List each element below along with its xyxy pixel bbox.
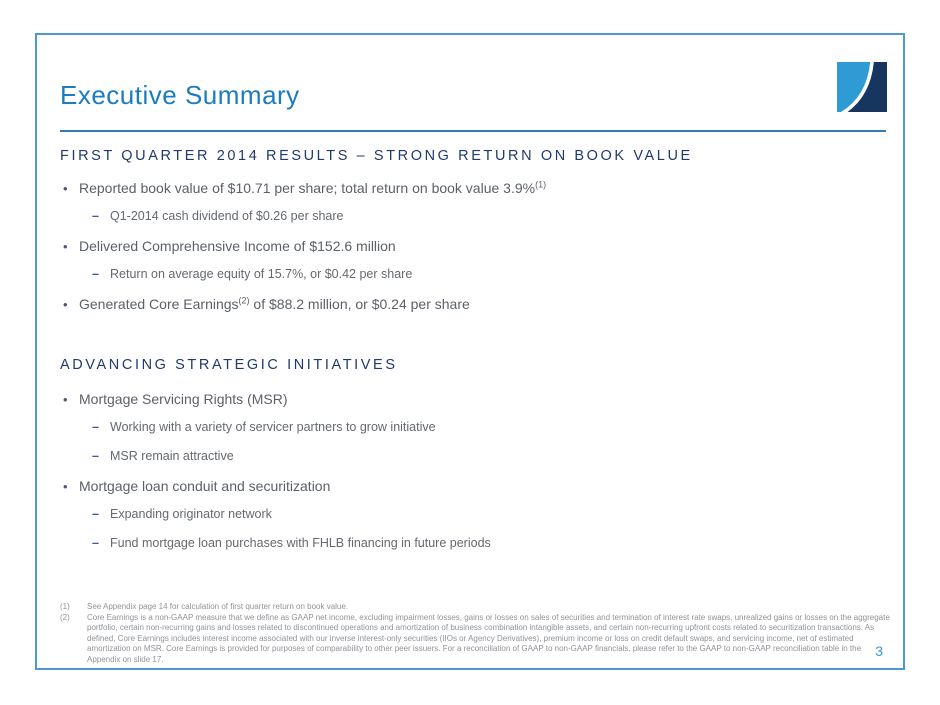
bullet-dot-icon: • <box>63 181 68 196</box>
footnote-marker: (1) <box>60 602 70 611</box>
bullet-item <box>37 179 903 198</box>
title-divider <box>60 130 886 132</box>
footnote-1 <box>60 602 893 613</box>
bullet-dot-icon: • <box>63 479 68 494</box>
bullet-text: Delivered Comprehensive Income of $152.6 million <box>79 238 396 254</box>
dash-icon: – <box>92 449 99 463</box>
footnote-ref-1: (1) <box>535 179 547 190</box>
footnote-marker: (2) <box>60 612 70 622</box>
bullet-text: Generated Core Earnings$^{(2)}$ of $88.2 million, or $0.24 per share <box>79 295 470 312</box>
dash-icon: – <box>92 536 99 550</box>
bullet-item <box>37 477 903 496</box>
sub-bullet-item <box>37 266 903 283</box>
bullet-group-results <box>37 179 903 324</box>
dash-icon: – <box>92 420 99 434</box>
bullet-item <box>37 237 903 256</box>
sub-bullet-text: Return on average equity of 15.7%, or $0.42 per share <box>110 267 413 281</box>
sub-bullet-item <box>37 506 903 523</box>
footnotes <box>60 602 893 666</box>
bullet-dot-icon: • <box>63 239 68 254</box>
slide-title: Executive Summary <box>60 80 300 110</box>
bullet-text: Mortgage loan conduit and securitization <box>79 478 331 494</box>
section-heading-strategic-initiatives: ADVANCING STRATEGIC INITIATIVES <box>60 357 398 373</box>
sub-bullet-text: Fund mortgage loan purchases with FHLB financing in future periods <box>110 536 491 550</box>
section-heading-first-quarter-results: FIRST QUARTER 2014 RESULTS – STRONG RETURN ON BOOK VALUE <box>60 148 693 164</box>
sub-bullet-text: Working with a variety of servicer partners to grow initiative <box>110 420 436 434</box>
footnote-ref-2: (2) <box>238 295 250 306</box>
dash-icon: – <box>92 209 99 223</box>
bullet-text: Reported book value of $10.71 per share; total return on book value 3.9%$^{(1)}$ <box>79 179 547 196</box>
bullet-item <box>37 295 903 314</box>
footnote-2 <box>60 613 893 666</box>
bullet-dot-icon: • <box>63 297 68 312</box>
sub-bullet-item <box>37 535 903 552</box>
sub-bullet-text: Expanding originator network <box>110 507 272 521</box>
sub-bullet-text: Q1-2014 cash dividend of $0.26 per share <box>110 209 344 223</box>
dash-icon: – <box>92 507 99 521</box>
sub-bullet-item <box>37 208 903 225</box>
bullet-group-initiatives <box>37 390 903 564</box>
company-logo-icon <box>837 62 887 112</box>
footnote-text: See Appendix page 14 for calculation of first quarter return on book value. <box>87 602 349 611</box>
footnote-text: Core Earnings is a non-GAAP measure that we define as GAAP net income, excluding impairment losses, gains or losses on sales of securities and termination of interest rate swaps, unrealized gains or losses on the aggregate portfolio, certain non-recurring gains and losses related to discontinued operations and amortization of business combination intangible assets, and certain non-recurring upfront costs related to securitization transactions. As defined, Core Earnings includes interest income associated with our inverse interest-only securities (IIOs or Agency Derivatives), premium income or loss on credit default swaps, and servicing income, net of estimated amortization on MSR. Core Earnings is provided for purposes of comparability to other peer issuers. For a reconciliation of GAAP to non-GAAP financials, please refer to the GAAP to non-GAAP reconciliation table in the Appendix on slide 17. <box>87 612 890 664</box>
sub-bullet-item <box>37 419 903 436</box>
sub-bullet-text: MSR remain attractive <box>110 449 234 463</box>
bullet-text: Mortgage Servicing Rights (MSR) <box>79 391 288 407</box>
presentation-slide <box>35 33 905 670</box>
page-number: 3 <box>875 643 883 659</box>
bullet-dot-icon: • <box>63 392 68 407</box>
bullet-item <box>37 390 903 409</box>
sub-bullet-item <box>37 448 903 465</box>
dash-icon: – <box>92 267 99 281</box>
